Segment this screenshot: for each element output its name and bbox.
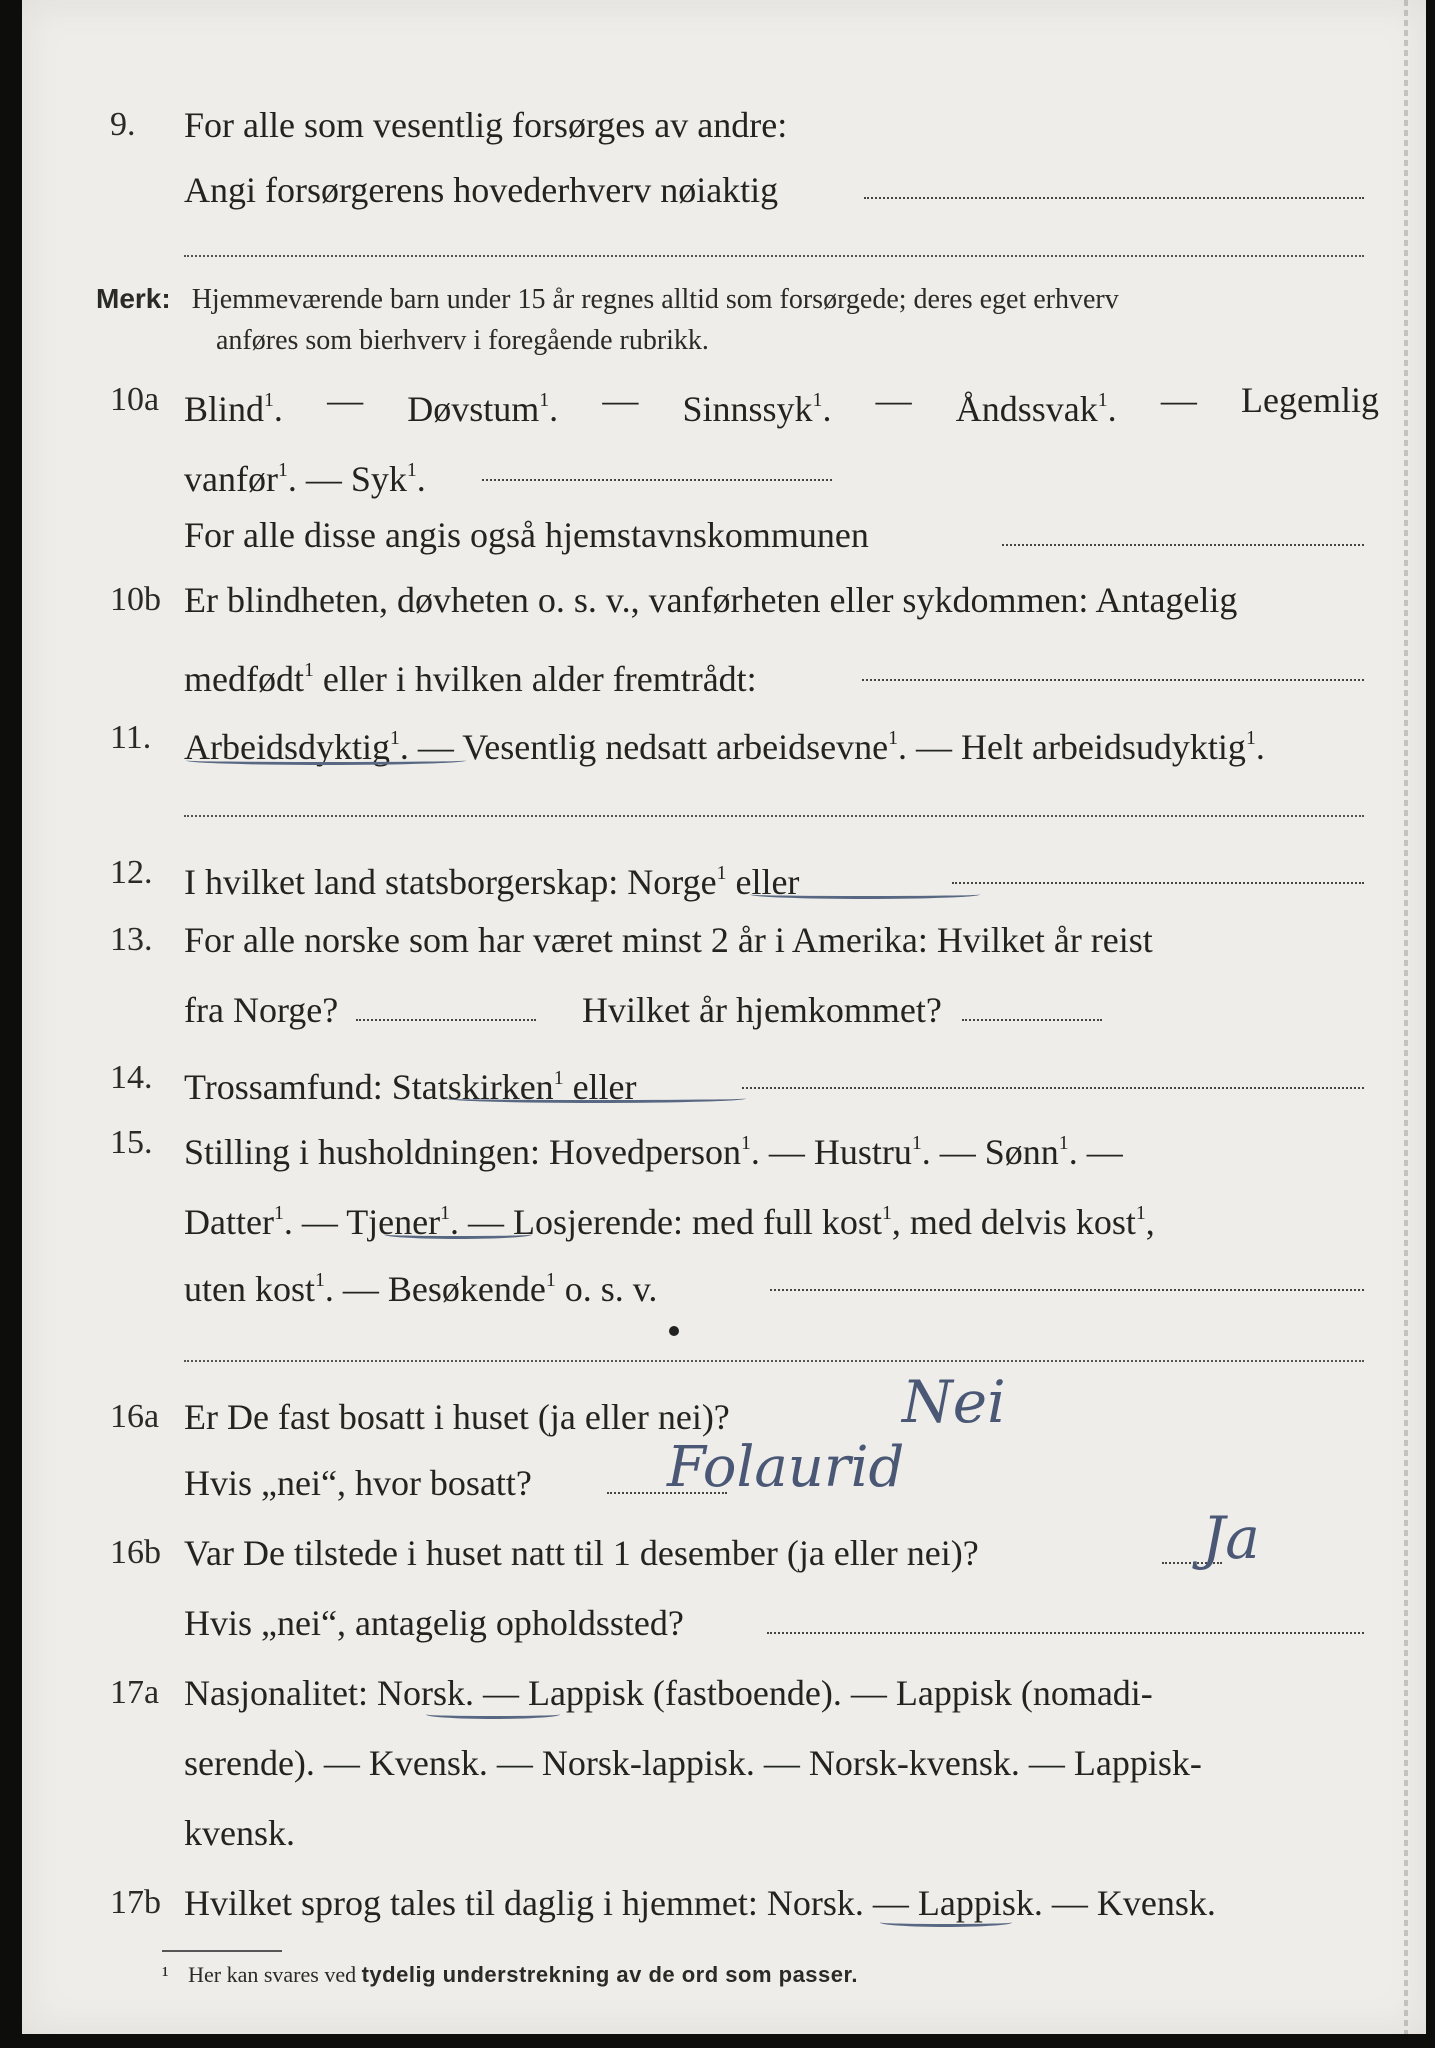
q13-hjemkommet-line[interactable] [962,1019,1102,1021]
page-edge [1404,0,1408,2034]
q12-line1: I hvilket land statsborgerskap: Norge$^1$ eller [184,861,800,902]
q17b-row [22,1878,1426,1928]
q10a-dash: — [875,380,912,420]
q13-number: 13. [110,921,153,958]
q10b-row2 [22,645,1426,699]
q15-number: 15. [110,1124,153,1161]
q13-line2a: fra Norge? [184,990,339,1030]
q10a-number: 10a [110,381,160,418]
handwritten-underline-tjener [384,1230,532,1239]
q10a-dash: — [602,380,639,420]
q10a-word-legemlig: Legemlig [1241,380,1379,420]
q10b-number: 10b [110,581,161,618]
q15-row [22,1118,1426,1172]
handwritten-underline-arbeidsdyktig [186,756,466,765]
q16b-line2: Hvis „nei“, antagelig opholdssted? [184,1603,684,1643]
q14-answer-line[interactable] [742,1087,1364,1089]
handwritten-answer-16b: Ja [1202,1504,1260,1572]
handwritten-underline-statskirken [446,1094,746,1103]
q17b-line1: Hvilket sprog tales til daglig i hjemmet: Norsk. — Lappisk. — Kvensk. [184,1883,1216,1923]
merk-label: Merk: [96,283,171,314]
q10a-row2 [22,445,1426,499]
q11-number: 11. [110,719,152,756]
q17a-line3: kvensk. [184,1813,295,1853]
q9-line1: For alle som vesentlig forsørges av andre: [184,105,788,145]
footnote-text-a: Her kan svares ved [188,1962,357,1987]
footnote [162,1962,858,1988]
handwritten-underline-norsk [426,1710,560,1719]
q10a-row [22,375,1426,429]
q11-line1: Arbeidsdyktig$^1$. — Vesentlig nedsatt arbeidsevne$^1$. — Helt arbeidsudyktig$^1$. [184,726,1265,767]
handwritten-underline-norsk-sprog [880,1918,1012,1927]
q10a-word-andssvak: Åndssvak$^1$. [955,388,1117,429]
handwritten-answer-16a-place: Folaurid [667,1435,905,1500]
q11-row [22,713,1426,767]
footnote-rule [162,1950,282,1952]
q10b-line1: Er blindheten, døvheten o. s. v., vanførheten eller sykdommen: Antagelig [184,580,1238,620]
q13-row [22,915,1426,965]
q16b-number: 16b [110,1534,161,1571]
census-form-page [22,0,1426,2034]
handwritten-answer-16a: Nei [902,1368,1006,1436]
q9-answer-line[interactable] [864,197,1364,199]
ink-dot [669,1326,679,1336]
q17b-number: 17b [110,1884,161,1921]
q13-line1: For alle norske som har været minst 2 år i Amerika: Hvilket år reist [184,920,1153,960]
q10a-word-dovstum: Døvstum$^1$. [407,388,559,429]
q9-answer-line2[interactable] [184,255,1364,257]
q15-line1: Stilling i husholdningen: Hovedperson$^1$. — Hustru$^1$. — Sønn$^1$. — [184,1131,1123,1172]
q9-line2: Angi forsørgerens hovederhverv nøiaktig [184,170,779,210]
q13-row2 [22,985,1426,1035]
q10b-answer-line[interactable] [862,679,1364,681]
footnote-text-b: tydelig understrekning av de ord som passer. [361,1962,858,1987]
q12-answer-line[interactable] [952,882,1364,884]
q16b-row2 [22,1598,1426,1648]
q10a-row3 [22,510,1426,560]
q15-line2: Datter$^1$. — Tjener$^1$. — Losjerende: med full kost$^1$, med delvis kost$^1$, [184,1201,1155,1242]
q10a-line2: vanfør$^1$. — Syk$^1$. [184,458,426,499]
handwritten-underline-norge [750,890,980,899]
q10a-dash: — [1160,380,1197,420]
q16b-line1: Var De tilstede i huset natt til 1 desember (ja eller nei)? [184,1533,979,1573]
q14-number: 14. [110,1059,153,1096]
q10a-line1 [184,375,1379,434]
merk-line1: Hjemmeværende barn under 15 år regnes alltid som forsørgede; deres eget erhverv [191,284,1119,315]
q12-number: 12. [110,854,153,891]
q10a-answer-line[interactable] [482,479,832,481]
q11-answer-line[interactable] [184,815,1364,817]
q10a-hjemstavn-line[interactable] [1002,544,1364,546]
q14-line1: Trossamfund: Statskirken$^1$ eller [184,1066,637,1107]
q13-reist-line[interactable] [356,1019,536,1021]
q15-row2 [22,1188,1426,1242]
q15-line3: uten kost$^1$. — Besøkende$^1$ o. s. v. [184,1268,658,1309]
q17a-row3 [22,1808,1426,1858]
q10a-word-blind: Blind$^1$. [184,388,283,429]
q10b-line2: medfødt$^1$ eller i hvilken alder fremtrådt: [184,658,757,699]
q10a-line3: For alle disse angis også hjemstavnskommunen [184,515,869,555]
q9-row [22,100,1426,150]
q16a-line2: Hvis „nei“, hvor bosatt? [184,1463,532,1503]
q15-row3 [22,1255,1426,1309]
q13-line2b: Hvilket år hjemkommet? [582,990,942,1030]
q15-answer-line[interactable] [770,1289,1364,1291]
q12-row [22,848,1426,902]
q16a-number: 16a [110,1398,160,1435]
q15-answer-line2[interactable] [184,1360,1364,1362]
footnote-mark: ¹ [162,1962,169,1987]
q16b-opholdssted-line[interactable] [767,1632,1364,1634]
merk-note [96,278,1119,321]
q16a-line1: Er De fast bosatt i huset (ja eller nei)? [184,1397,730,1437]
q9-number: 9. [110,106,136,143]
q10b-row [22,575,1426,625]
q10a-dash: — [327,380,364,420]
q17a-row [22,1668,1426,1718]
q9-row2 [22,165,1426,215]
merk-line2: anføres som bierhverv i foregående rubrikk. [216,325,709,356]
q10a-word-sinnssyk: Sinnssyk$^1$. [682,388,832,429]
q17a-number: 17a [110,1674,160,1711]
q17a-row2 [22,1738,1426,1788]
q17a-line2: serende). — Kvensk. — Norsk-lappisk. — Norsk-kvensk. — Lappisk- [184,1743,1202,1783]
q17a-line1: Nasjonalitet: Norsk. — Lappisk (fastboende). — Lappisk (nomadi- [184,1673,1153,1713]
